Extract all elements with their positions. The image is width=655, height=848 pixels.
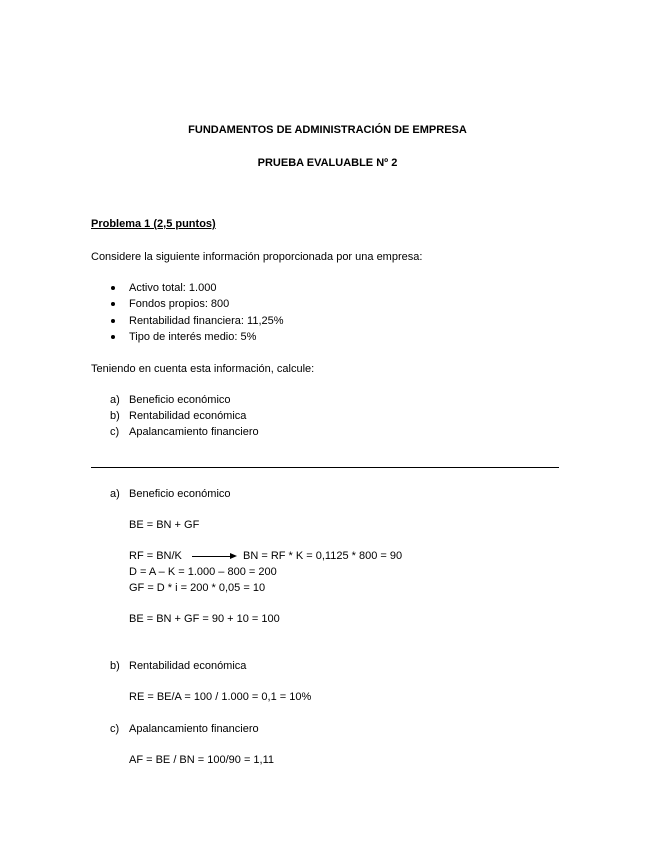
- bullet-icon: [111, 335, 115, 339]
- list-item: Rentabilidad financiera: 11,25%: [129, 315, 284, 327]
- problem-heading: Problema 1 (2,5 puntos): [91, 218, 216, 230]
- list-marker: a): [110, 394, 120, 406]
- bullet-icon: [111, 302, 115, 306]
- list-item: Fondos propios: 800: [129, 298, 230, 310]
- list-marker: a): [110, 488, 120, 500]
- list-item: Tipo de interés medio: 5%: [129, 331, 257, 343]
- solution-c-heading: Apalancamiento financiero: [129, 723, 259, 735]
- result-be: BE = BN + GF = 90 + 10 = 100: [129, 613, 280, 625]
- result-af: AF = BE / BN = 100/90 = 1,11: [129, 754, 275, 766]
- list-marker: b): [110, 660, 120, 672]
- right-arrow-icon: [192, 553, 237, 559]
- question-item: Rentabilidad económica: [129, 410, 247, 422]
- bullet-icon: [111, 286, 115, 290]
- formula-rf: RF = BN/K: [129, 550, 182, 562]
- question-item: Apalancamiento financiero: [129, 426, 259, 438]
- formula-debt: D = A – K = 1.000 – 800 = 200: [129, 566, 277, 578]
- problem-intro: Considere la siguiente información proporcionada por una empresa:: [91, 251, 423, 263]
- bullet-icon: [111, 319, 115, 323]
- document-subtitle: PRUEBA EVALUABLE Nº 2: [257, 157, 398, 169]
- list-marker: c): [110, 426, 120, 438]
- question-intro: Teniendo en cuenta esta información, calcule:: [91, 363, 315, 375]
- list-marker: b): [110, 410, 120, 422]
- formula-gf: GF = D * i = 200 * 0,05 = 10: [129, 582, 266, 594]
- list-item: Activo total: 1.000: [129, 282, 217, 294]
- formula-be: BE = BN + GF: [129, 519, 200, 531]
- document-title: FUNDAMENTOS DE ADMINISTRACIÓN DE EMPRESA: [188, 124, 467, 136]
- result-re: RE = BE/A = 100 / 1.000 = 0,1 = 10%: [129, 691, 312, 703]
- section-divider: [91, 467, 559, 468]
- question-item: Beneficio económico: [129, 394, 231, 406]
- solution-a-heading: Beneficio económico: [129, 488, 231, 500]
- list-marker: c): [110, 723, 120, 735]
- solution-b-heading: Rentabilidad económica: [129, 660, 247, 672]
- formula-bn: BN = RF * K = 0,1125 * 800 = 90: [243, 550, 403, 562]
